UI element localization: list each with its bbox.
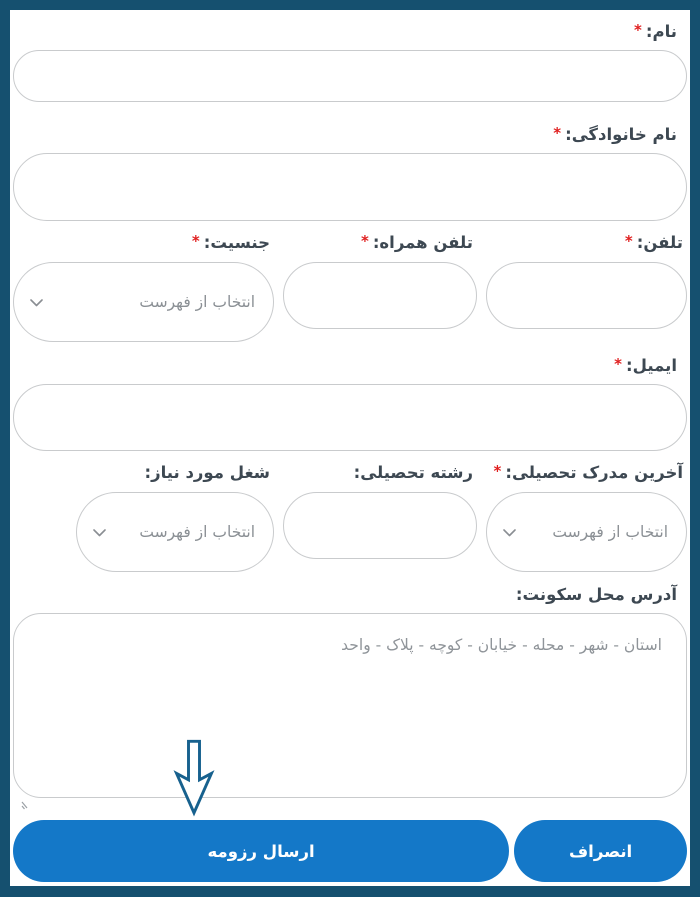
submit-resume-button[interactable]: ارسال رزومه	[13, 820, 509, 882]
phone-input[interactable]	[486, 262, 687, 329]
major-input[interactable]	[283, 492, 477, 559]
job-column	[13, 462, 274, 572]
address-label: آدرس محل سکونت:	[515, 585, 677, 604]
major-label: رشته تحصیلی:	[353, 463, 473, 482]
degree-select[interactable]	[486, 492, 687, 572]
email-input[interactable]	[13, 384, 687, 451]
chevron-down-icon	[503, 529, 516, 537]
gender-label: جنسیت:*	[191, 232, 270, 252]
degree-select-value: انتخاب از فهرست	[552, 523, 668, 541]
required-star: *	[634, 21, 642, 39]
last-name-input[interactable]	[13, 153, 687, 221]
job-select-value: انتخاب از فهرست	[139, 523, 255, 541]
address-textarea[interactable]	[13, 613, 687, 798]
required-star: *	[624, 232, 633, 250]
cancel-button[interactable]: انصراف	[514, 820, 687, 882]
required-star: *	[191, 232, 200, 250]
first-name-label: نام:*	[634, 21, 677, 41]
chevron-down-icon	[30, 299, 43, 307]
form-actions	[13, 820, 687, 882]
required-star: *	[553, 124, 562, 142]
required-star: *	[614, 355, 623, 373]
phone-gender-row	[13, 232, 687, 342]
gender-column	[13, 232, 274, 342]
job-label: شغل مورد نیاز:	[144, 463, 270, 482]
job-select[interactable]	[76, 492, 274, 572]
textarea-resize-handle[interactable]	[20, 796, 34, 810]
last-name-label: نام خانوادگی:*	[553, 124, 677, 144]
education-job-row	[13, 462, 687, 572]
first-name-input[interactable]	[13, 50, 687, 102]
chevron-down-icon	[93, 529, 106, 537]
gender-select-value: انتخاب از فهرست	[139, 293, 255, 311]
mobile-column	[283, 232, 477, 342]
degree-label: آخرین مدرک تحصیلی:*	[493, 462, 683, 482]
major-column	[283, 462, 477, 572]
required-star: *	[493, 462, 502, 480]
degree-column	[486, 462, 687, 572]
required-star: *	[360, 232, 369, 250]
mobile-label: تلفن همراه:*	[360, 232, 473, 252]
mobile-input[interactable]	[283, 262, 477, 329]
phone-label: تلفن:*	[624, 232, 683, 252]
email-label: ایمیل:*	[614, 355, 677, 375]
gender-select[interactable]	[13, 262, 274, 342]
address-field-wrapper	[13, 613, 687, 798]
phone-column	[486, 232, 687, 342]
